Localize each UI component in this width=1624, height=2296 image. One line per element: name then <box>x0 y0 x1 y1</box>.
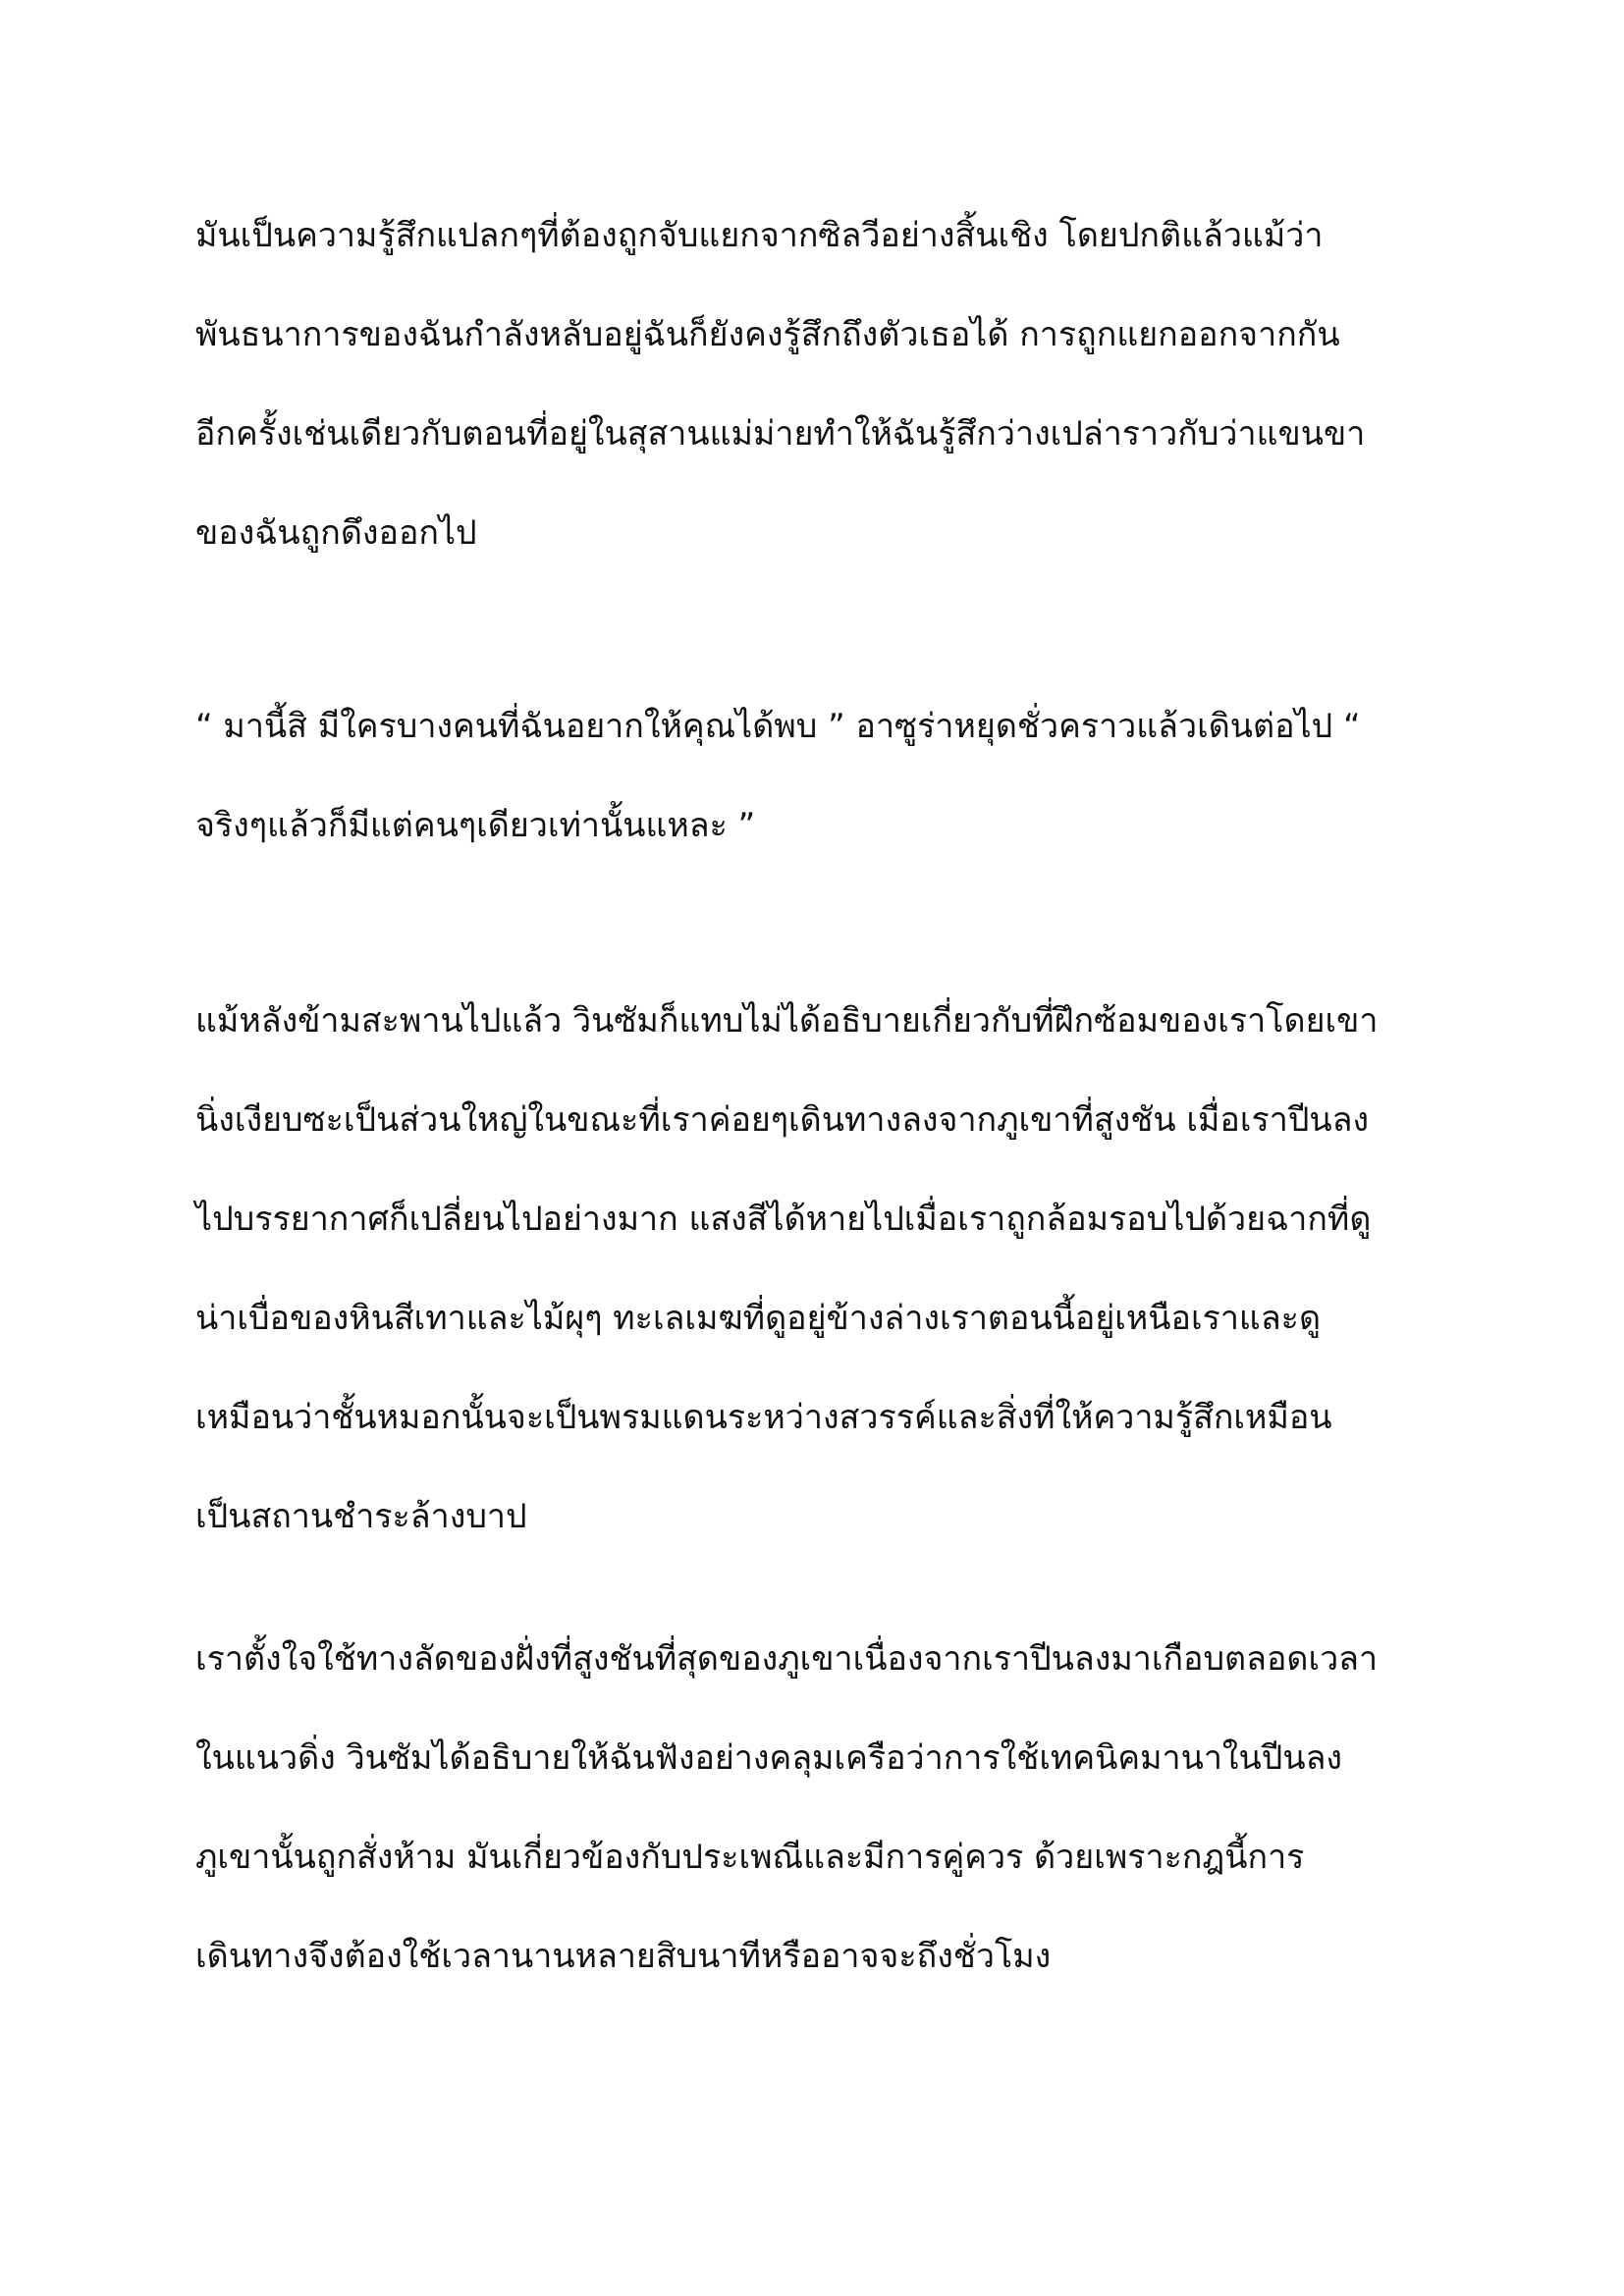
text-line: เดินทางจึงต้องใช้เวลานานหลายสิบนาทีหรืออาจจะถึงชั่วโมง <box>195 1937 1052 1976</box>
text-line: เป็นสถานชำระล้างบาป <box>195 1497 527 1536</box>
text-line: แม้หลังข้ามสะพานไปแล้ว วินซัมก็แทบไม่ได้อธิบายเกี่ยวกับที่ฝึกซ้อมของเราโดยเขา <box>195 1001 1379 1041</box>
text-line: น่าเบื่อของหินสีเทาและไม้ผุๆ ทะเลเมฆที่ดูอยู่ข้างล่างเราตอนนี้อยู่เหนือเราและดู <box>195 1299 1322 1338</box>
paragraph-2-dialogue <box>195 677 1452 876</box>
text-line: “ มานี้สิ มีใครบางคนที่ฉันอยากให้คุณได้พบ ” อาซูร่าหยุดชั่วคราวแล้วเดินต่อไป “ <box>195 707 1361 746</box>
text-line: จริงๆแล้วก็มีแต่คนๆเดียวเท่านั้นแหละ ” <box>195 806 756 845</box>
text-line: ในแนวดิ่ง วินซัมได้อธิบายให้ฉันฟังอย่างคลุมเครือว่าการใช้เทคนิคมานาในปีนลง <box>195 1738 1343 1778</box>
paragraph-4 <box>195 1610 1452 2006</box>
text-line: ของฉันถูกดึงออกไป <box>195 513 477 553</box>
text-line: อีกครั้งเช่นเดียวกับตอนที่อยู่ในสุสานแม่ม่ายทำให้ฉันรู้สึกว่างเปล่าราวกับว่าแขนขา <box>195 414 1366 454</box>
text-line: มันเป็นความรู้สึกแปลกๆที่ต้องถูกจับแยกจากซิลวีอย่างสิ้นเชิง โดยปกติแล้วแม้ว่า <box>195 216 1324 255</box>
paragraph-1 <box>195 187 1452 583</box>
text-line: ไปบรรยากาศก็เปลี่ยนไปอย่างมาก แสงสีได้หายไปเมื่อเราถูกล้อมรอบไปด้วยฉากที่ดู <box>195 1200 1372 1239</box>
text-line: เหมือนว่าชั้นหมอกนั้นจะเป็นพรมแดนระหว่างสวรรค์และสิ่งที่ให้ความรู้สึกเหมือน <box>195 1398 1332 1437</box>
text-line: ภูเขานั้นถูกสั่งห้าม มันเกี่ยวข้องกับประเพณีและมีการคู่ควร ด้วยเพราะกฎนี้การ <box>195 1838 1305 1877</box>
paragraph-3 <box>195 972 1452 1567</box>
text-line: พันธนาการของฉันกำลังหลับอยู่ฉันก็ยังคงรู้สึกถึงตัวเธอได้ การถูกแยกออกจากกัน <box>195 315 1340 354</box>
text-line: เราตั้งใจใช้ทางลัดของฝั่งที่สูงชันที่สุดของภูเขาเนื่องจากเราปีนลงมาเกือบตลอดเวลา <box>195 1639 1379 1679</box>
text-line: นิ่งเงียบซะเป็นส่วนใหญ่ในขณะที่เราค่อยๆเดินทางลงจากภูเขาที่สูงชัน เมื่อเราปีนลง <box>195 1100 1370 1140</box>
